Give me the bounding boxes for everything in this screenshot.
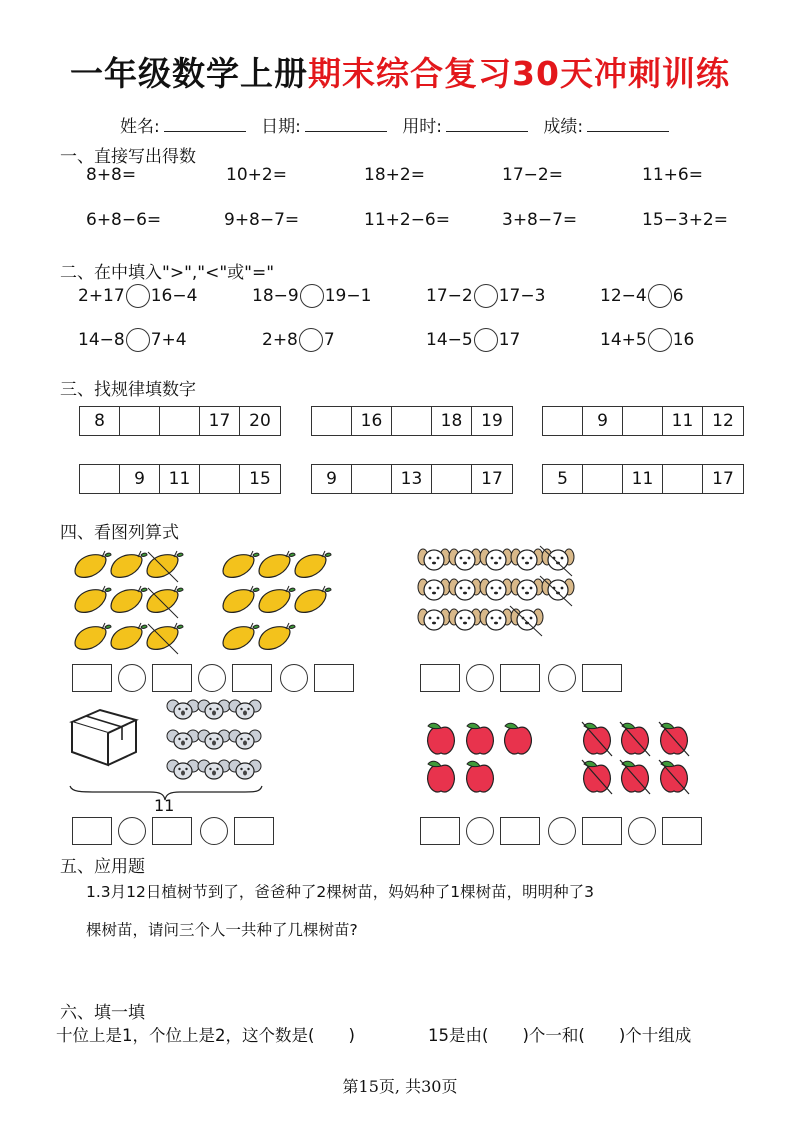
answer-box[interactable] [582,664,622,692]
calc-item: 11+6= [642,165,703,185]
section-1-heading: 一、直接写出得数 [60,147,196,167]
calc-item: 6+8−6= [86,210,162,230]
section-6-heading: 六、填一填 [60,1003,145,1023]
operator-circle[interactable] [118,817,146,845]
operator-circle[interactable] [280,664,308,692]
compare-item: 17−2 17−3 [426,286,546,306]
page-footer: 第15页, 共30页 [342,1077,458,1096]
calc-item: 9+8−7= [224,210,300,230]
compare-item: 14−8 7+4 [78,330,187,350]
date-label: 日期: [261,117,301,137]
score-label: 成绩: [543,117,584,137]
operator-circle[interactable] [198,664,226,692]
sequence-cell[interactable]: 13 [392,465,432,493]
calc-item: 10+2= [226,165,287,185]
operator-circle[interactable] [628,817,656,845]
sequence-cell[interactable]: 12 [712,411,734,431]
section-2-heading: 二、在中填入">","<"或"=" [60,263,275,283]
sequence-cell[interactable]: 5 [543,465,583,493]
brace-total-label: 11 [154,796,175,815]
sequence-cell[interactable]: 17 [712,469,734,489]
answer-box[interactable] [582,817,622,845]
sequence-cell[interactable]: 17 [481,469,503,489]
answer-box[interactable] [72,664,112,692]
sequence-cell[interactable]: 15 [249,469,271,489]
sequence-cell[interactable]: 9 [583,407,623,435]
calc-item: 15−3+2= [642,210,728,230]
sequence-cell[interactable]: 11 [663,407,703,435]
answer-box[interactable] [662,817,702,845]
fill-question-2: 15是由( )个一和( )个十组成 [428,1026,692,1045]
compare-item: 14+5 16 [600,330,695,350]
answer-box[interactable] [314,664,354,692]
calc-item: 18+2= [364,165,425,185]
calc-item: 11+2−6= [364,210,450,230]
time-label: 用时: [402,117,443,137]
answer-box[interactable] [152,817,192,845]
sequence-cell[interactable]: 8 [80,407,120,435]
answer-box[interactable] [420,817,460,845]
sequence-cell[interactable]: 16 [352,407,392,435]
compare-item: 12−4 6 [600,286,684,306]
sequence-cell[interactable]: 18 [432,407,472,435]
name-label: 姓名: [120,117,160,137]
compare-item: 2+8 7 [262,330,335,350]
box-icon [72,710,136,765]
calc-item: 3+8−7= [502,210,578,230]
section-4-heading: 四、看图列算式 [60,523,179,543]
word-problem-line-1: 1.3月12日植树节到了，爸爸种了2棵树苗，妈妈种了1棵树苗，明明种了3 [86,883,594,901]
sequence-cell[interactable]: 9 [312,465,352,493]
sequence-cell[interactable]: 11 [623,465,663,493]
answer-box[interactable] [500,664,540,692]
section-5-heading: 五、应用题 [60,857,145,877]
calc-item: 17−2= [502,165,563,185]
compare-item: 14−5 17 [426,330,521,350]
compare-item: 18−9 19−1 [252,286,372,306]
word-problem-line-2: 棵树苗，请问三个人一共种了几棵树苗? [86,921,358,939]
calc-item: 8+8= [86,165,137,185]
operator-circle[interactable] [118,664,146,692]
answer-box[interactable] [72,817,112,845]
sequence-cell[interactable]: 17 [200,407,240,435]
answer-box[interactable] [232,664,272,692]
fill-question-1: 十位上是1，个位上是2，这个数是( ) [56,1026,355,1045]
operator-circle[interactable] [466,664,494,692]
operator-circle[interactable] [466,817,494,845]
answer-box[interactable] [500,817,540,845]
section-3-heading: 三、找规律填数字 [60,380,196,400]
sequence-cell[interactable]: 9 [120,465,160,493]
sequence-cell[interactable]: 20 [249,411,271,431]
operator-circle[interactable] [200,817,228,845]
answer-box[interactable] [420,664,460,692]
sequence-cell[interactable]: 19 [481,411,503,431]
answer-box[interactable] [234,817,274,845]
sequence-cell[interactable]: 11 [160,465,200,493]
answer-box[interactable] [152,664,192,692]
title-part-red: 期末综合复习30天冲刺训练 [308,54,730,93]
operator-circle[interactable] [548,664,576,692]
title-part-black: 一年级数学上册 [70,54,309,93]
compare-item: 2+17 16−4 [78,286,198,306]
operator-circle[interactable] [548,817,576,845]
